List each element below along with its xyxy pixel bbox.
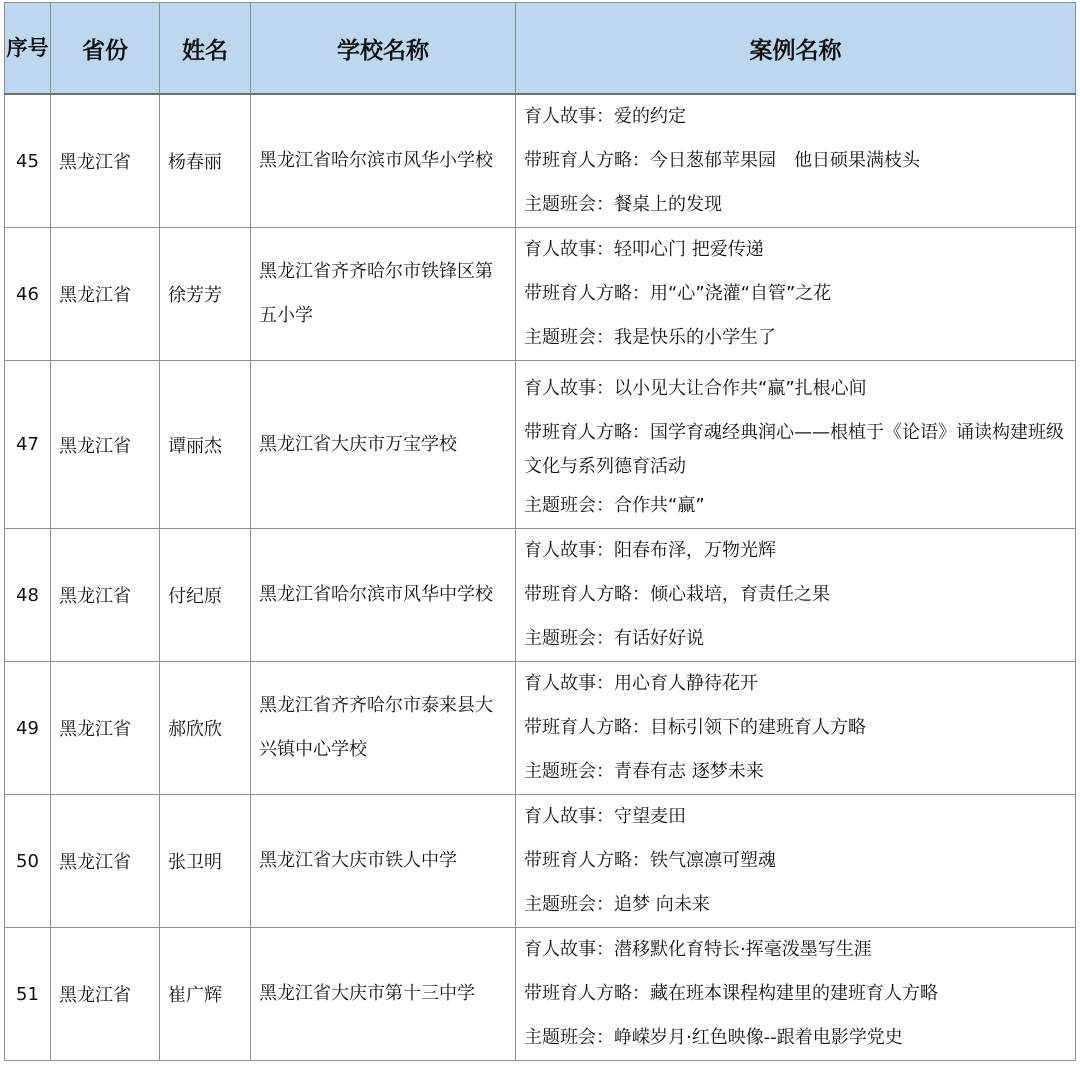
cell-province: 黑龙江省: [51, 795, 160, 928]
cell-school: 黑龙江省哈尔滨市风华小学校: [251, 94, 516, 228]
cell-name: 郝欣欣: [160, 662, 251, 795]
cell-index: 47: [5, 361, 51, 529]
case-line: 带班育人方略：今日葱郁苹果园 他日硕果满枝头: [524, 150, 920, 171]
cell-cases: [516, 361, 1076, 529]
cell-index: 49: [5, 662, 51, 795]
cell-cases: [516, 928, 1076, 1061]
cell-index: 48: [5, 529, 51, 662]
case-line: 育人故事：潜移默化育特长·挥毫泼墨写生涯: [524, 939, 872, 960]
cell-cases: [516, 94, 1076, 228]
cell-index: 51: [5, 928, 51, 1061]
case-line: 主题班会：合作共“赢”: [524, 494, 705, 516]
case-line: 带班育人方略：倾心栽培，育责任之果: [524, 584, 830, 605]
case-line: 主题班会：餐桌上的发现: [524, 194, 722, 215]
cell-name: 付纪原: [160, 529, 251, 662]
case-line: 育人故事：轻叩心门 把爱传递: [524, 239, 764, 260]
case-line: 带班育人方略：目标引领下的建班育人方略: [524, 717, 866, 738]
cell-province: 黑龙江省: [51, 529, 160, 662]
cell-school: 黑龙江省哈尔滨市风华中学校: [251, 529, 516, 662]
table-row: [5, 928, 1076, 1061]
table-row: [5, 529, 1076, 662]
cell-index: 50: [5, 795, 51, 928]
case-line: 育人故事：以小见大让合作共“赢”扎根心间: [524, 377, 867, 399]
table-row: [5, 795, 1076, 928]
cell-cases: [516, 228, 1076, 361]
header-case: 案例名称: [516, 3, 1076, 95]
case-line: 带班育人方略：铁气凛凛可塑魂: [524, 850, 776, 871]
case-line: 育人故事：阳春布泽，万物光辉: [524, 540, 776, 561]
cell-cases: [516, 795, 1076, 928]
case-line: 主题班会：有话好好说: [524, 628, 704, 649]
case-line: 育人故事：用心育人静待花开: [524, 673, 758, 694]
header-index: 序号: [5, 3, 51, 95]
cell-province: 黑龙江省: [51, 228, 160, 361]
cell-name: 张卫明: [160, 795, 251, 928]
cell-province: 黑龙江省: [51, 94, 160, 228]
case-line: 主题班会：青春有志 逐梦未来: [524, 761, 764, 782]
cell-cases: [516, 662, 1076, 795]
cell-school: 黑龙江省齐齐哈尔市泰来县大兴镇中心学校: [251, 662, 516, 795]
case-line: 主题班会：峥嵘岁月·红色映像--跟着电影学党史: [524, 1027, 903, 1048]
table-row: [5, 662, 1076, 795]
case-line: 主题班会：追梦 向未来: [524, 894, 710, 915]
table-header-row: [5, 3, 1076, 95]
cell-province: 黑龙江省: [51, 361, 160, 529]
case-line: 育人故事：守望麦田: [524, 806, 686, 827]
case-line: 带班育人方略：国学育魂经典润心——根植于《论语》诵读构建班级文化与系列德育活动: [524, 421, 1064, 477]
cell-name: 徐芳芳: [160, 228, 251, 361]
header-school: 学校名称: [251, 3, 516, 95]
case-line: 带班育人方略：藏在班本课程构建里的建班育人方略: [524, 983, 938, 1004]
case-line: 育人故事：爱的约定: [524, 106, 686, 127]
cell-name: 杨春丽: [160, 94, 251, 228]
table-row: [5, 361, 1076, 529]
case-line: 主题班会：我是快乐的小学生了: [524, 327, 776, 348]
table-row: [5, 228, 1076, 361]
award-table: [4, 2, 1076, 1061]
cell-cases: [516, 529, 1076, 662]
cell-index: 45: [5, 94, 51, 228]
cell-name: 崔广辉: [160, 928, 251, 1061]
cell-school: 黑龙江省大庆市第十三中学: [251, 928, 516, 1061]
table-row: [5, 94, 1076, 228]
header-province: 省份: [51, 3, 160, 95]
cell-province: 黑龙江省: [51, 928, 160, 1061]
cell-school: 黑龙江省齐齐哈尔市铁锋区第五小学: [251, 228, 516, 361]
cell-school: 黑龙江省大庆市万宝学校: [251, 361, 516, 529]
cell-index: 46: [5, 228, 51, 361]
cell-name: 谭丽杰: [160, 361, 251, 529]
cell-school: 黑龙江省大庆市铁人中学: [251, 795, 516, 928]
header-name: 姓名: [160, 3, 251, 95]
cell-province: 黑龙江省: [51, 662, 160, 795]
case-line: 带班育人方略：用“心”浇灌“自管”之花: [524, 283, 832, 304]
